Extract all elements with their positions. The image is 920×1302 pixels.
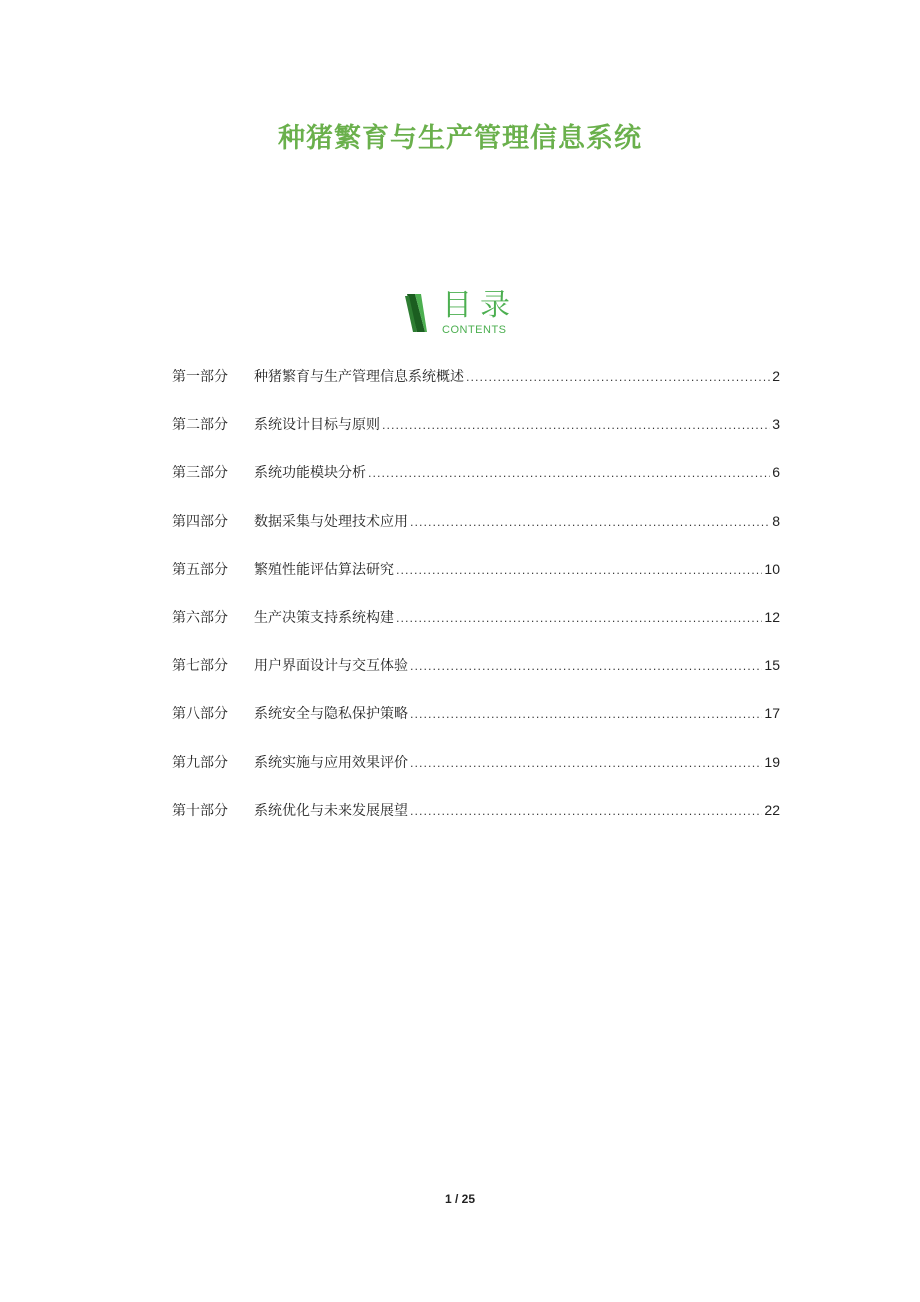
toc-leader-dots (368, 467, 770, 480)
toc-entry[interactable] (172, 462, 780, 510)
toc-entry[interactable] (172, 511, 780, 559)
toc-leader-dots (410, 516, 770, 529)
toc-list (172, 366, 780, 848)
toc-entry-page: 22 (764, 801, 780, 818)
toc-entry-title: 系统安全与隐私保护策略 (254, 706, 408, 723)
toc-entry-page: 19 (764, 753, 780, 770)
toc-leader-dots (410, 660, 762, 673)
toc-entry-page: 3 (772, 416, 780, 433)
toc-entry-part: 第八部分 (172, 706, 228, 723)
toc-entry-part: 第九部分 (172, 754, 228, 771)
toc-entry[interactable] (172, 800, 780, 848)
toc-entry[interactable] (172, 559, 780, 607)
toc-entry-title: 用户界面设计与交互体验 (254, 658, 408, 675)
toc-entry-page: 10 (764, 560, 780, 577)
toc-entry-part: 第三部分 (172, 465, 228, 482)
toc-leader-dots (410, 708, 762, 721)
toc-entry-title: 数据采集与处理技术应用 (254, 513, 408, 530)
toc-leader-dots (466, 371, 770, 384)
toc-entry-title: 系统功能模块分析 (254, 465, 366, 482)
toc-leader-dots (396, 564, 762, 577)
toc-entry-part: 第一部分 (172, 369, 228, 385)
toc-entry-title: 种猪繁育与生产管理信息系统概述 (254, 369, 464, 385)
toc-entry[interactable] (172, 366, 780, 414)
toc-entry-title: 生产决策支持系统构建 (254, 609, 394, 626)
toc-entry[interactable] (172, 607, 780, 655)
toc-leader-dots (396, 612, 762, 625)
toc-leader-dots (410, 805, 762, 818)
toc-entry-part: 第七部分 (172, 658, 228, 675)
toc-entry-part: 第五部分 (172, 561, 228, 578)
toc-entry-title: 系统实施与应用效果评价 (254, 754, 408, 771)
page-indicator: 1 / 25 (444, 1192, 476, 1206)
toc-entry-title: 系统优化与未来发展展望 (254, 802, 408, 819)
toc-entry[interactable] (172, 703, 780, 751)
toc-heading-english: CONTENTS (442, 324, 507, 336)
toc-entry-page: 8 (772, 512, 780, 529)
toc-entry-page: 6 (772, 464, 780, 481)
toc-entry[interactable] (172, 655, 780, 703)
toc-entry-page: 15 (764, 657, 780, 674)
toc-entry-page: 12 (764, 608, 780, 625)
toc-leader-dots (410, 757, 762, 770)
toc-entry-part: 第六部分 (172, 609, 228, 626)
toc-entry-part: 第二部分 (172, 417, 228, 434)
toc-bookmark-icon (405, 294, 427, 334)
toc-entry[interactable] (172, 752, 780, 800)
toc-entry[interactable] (172, 414, 780, 462)
toc-entry-title: 系统设计目标与原则 (254, 417, 380, 434)
toc-heading-chinese: 目录 (442, 288, 518, 323)
toc-entry-page: 2 (772, 368, 780, 384)
toc-leader-dots (382, 419, 770, 432)
toc-heading (405, 290, 545, 342)
toc-entry-page: 17 (764, 705, 780, 722)
toc-entry-title: 繁殖性能评估算法研究 (254, 561, 394, 578)
document-title: 种猪繁育与生产管理信息系统 (278, 123, 642, 154)
toc-entry-part: 第十部分 (172, 802, 228, 819)
toc-entry-part: 第四部分 (172, 513, 228, 530)
